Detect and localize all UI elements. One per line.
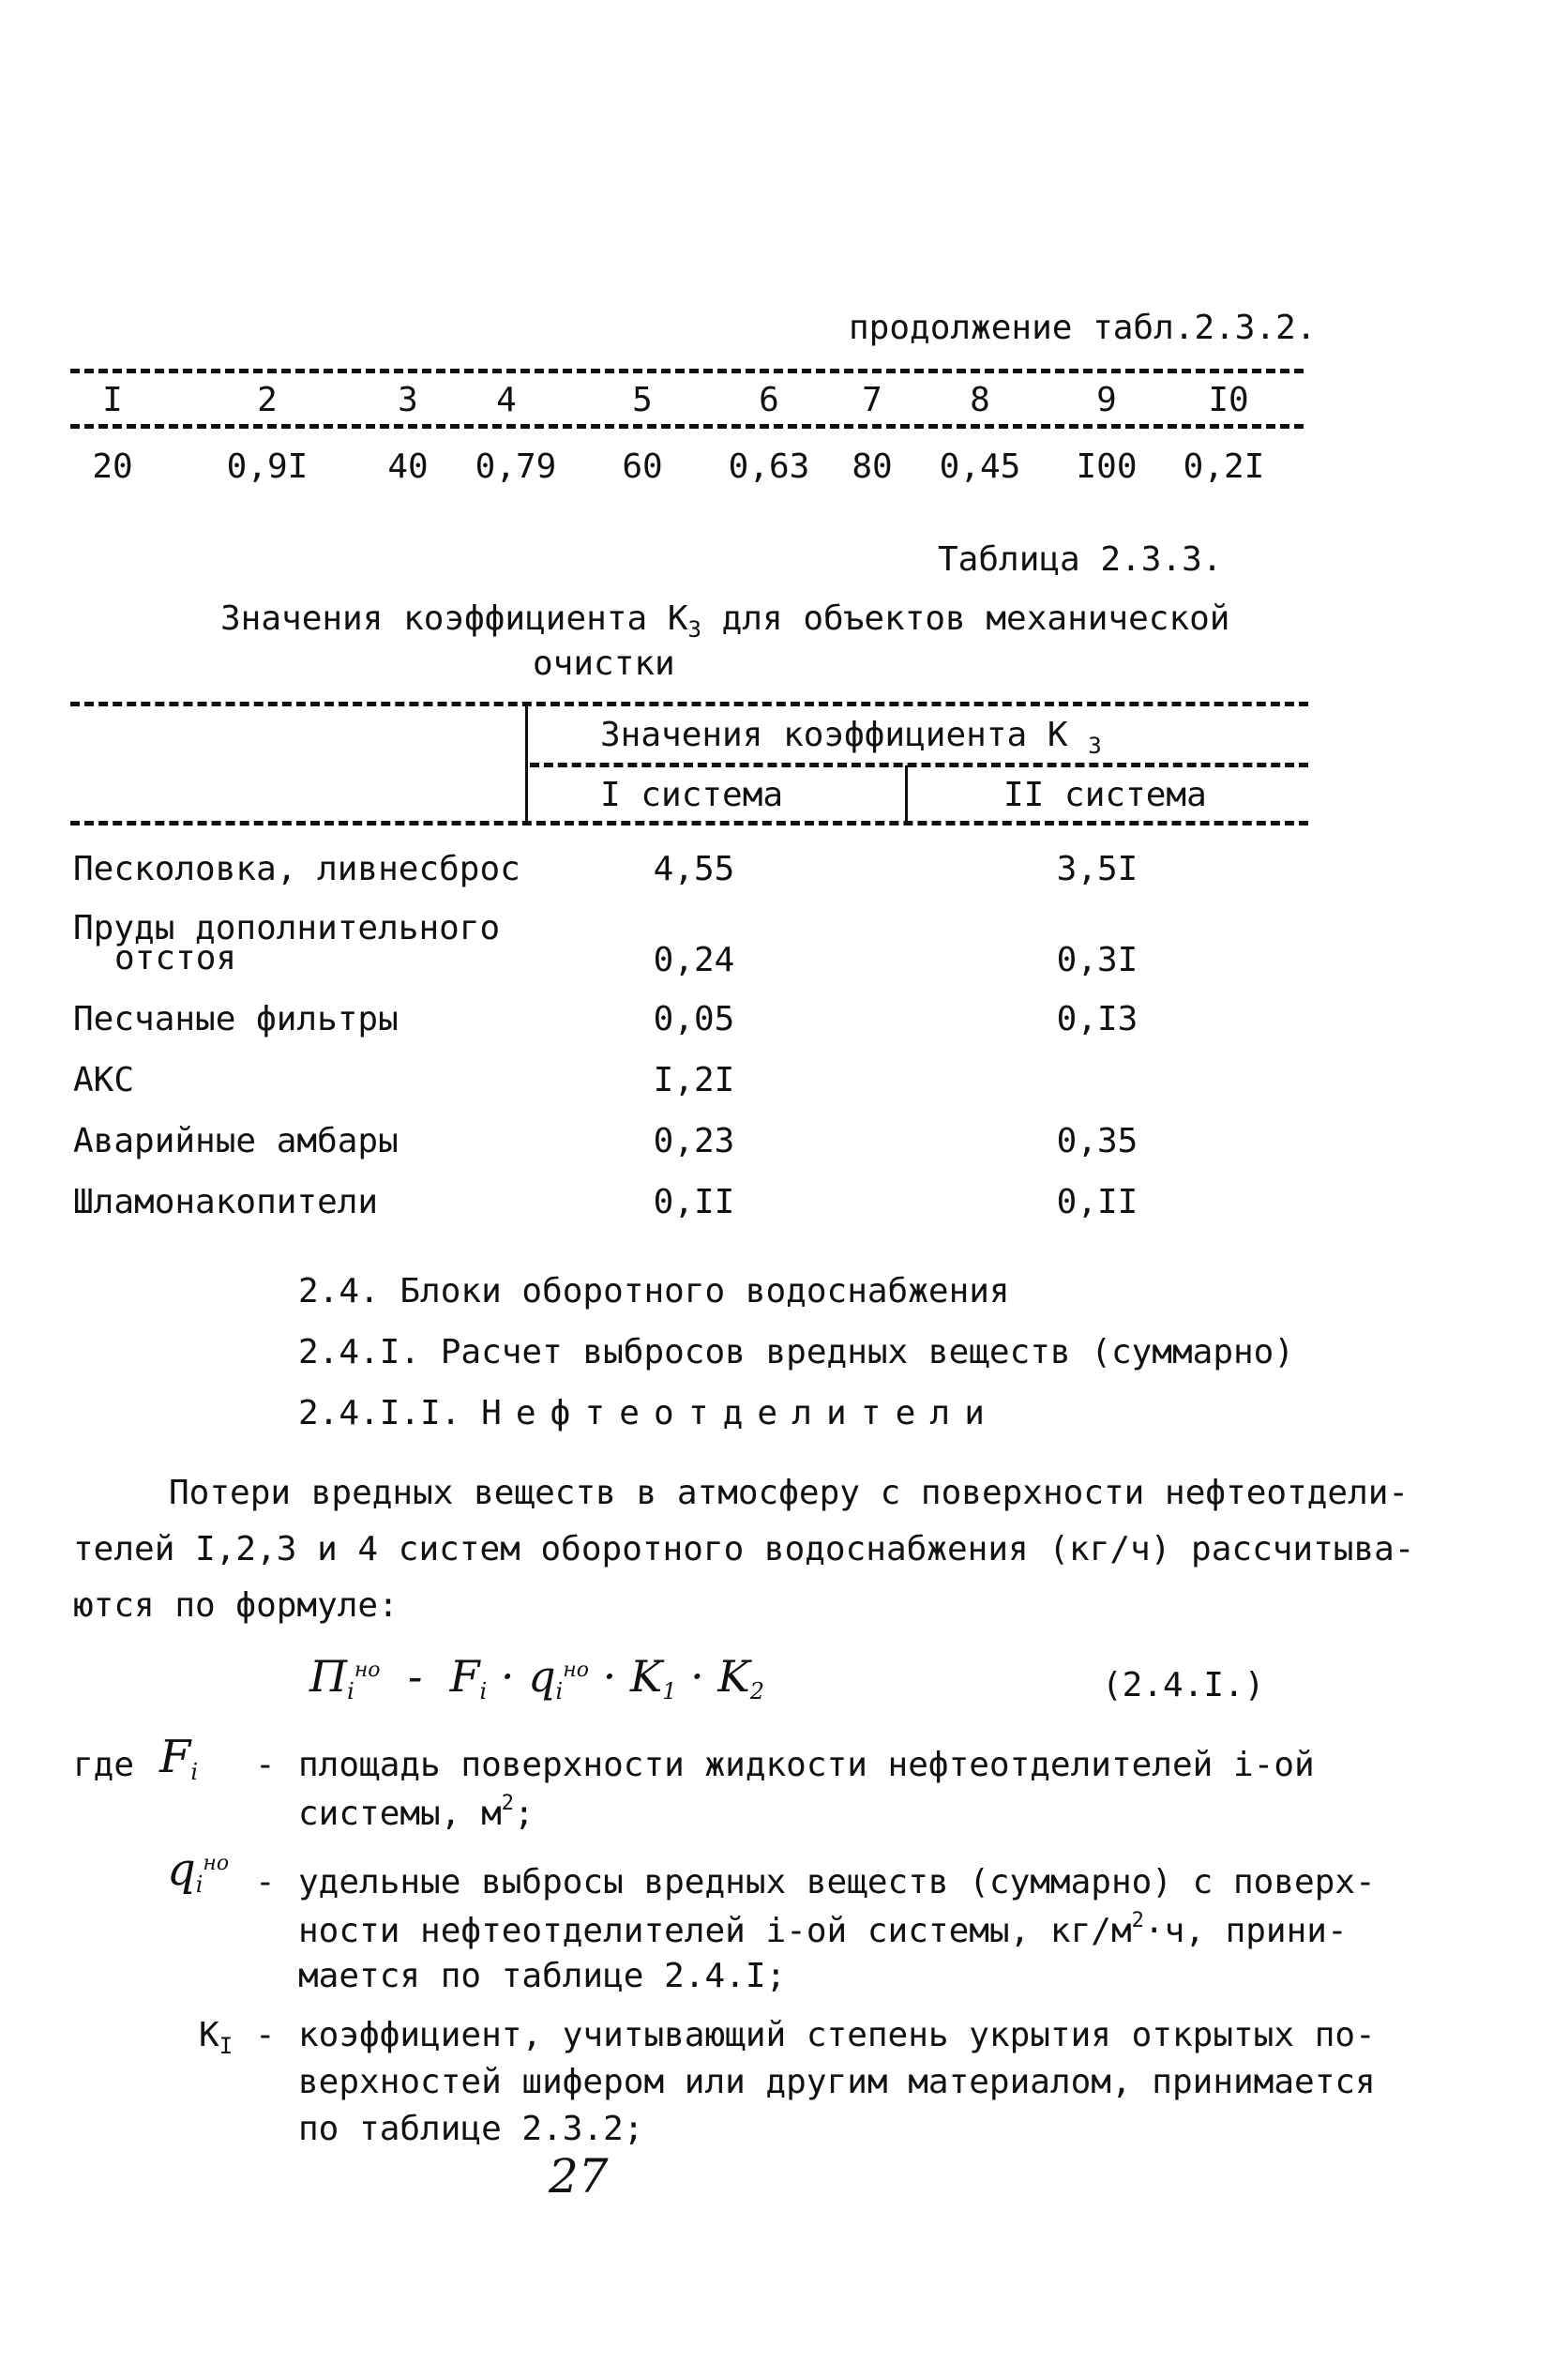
table-title-line2: очистки [533,644,675,683]
row-value-system-1: 4,55 [653,850,735,888]
table-cell: 0,63 [728,447,810,486]
formula-k1-sub: 1 [662,1678,677,1704]
table-cell: 0,9I [226,447,309,486]
col-header-7: 7 [862,381,882,419]
column-header-system-2: II система [1003,776,1207,814]
def-dash: - [255,1863,276,1901]
table-rule-header [70,424,1304,429]
def-text: по таблице 2.3.2; [298,2110,644,2148]
paragraph-line: ются по формуле: [73,1586,399,1625]
table-cell: 0,2I [1183,447,1265,486]
table-title-rest: для объектов механической [701,599,1230,638]
col-header-10: I0 [1208,381,1249,419]
row-value-system-1: 0,05 [653,1000,735,1038]
def-q-letter: q [167,1843,196,1896]
where-label: где [73,1746,135,1784]
formula-k2-sub: 2 [749,1678,765,1704]
column-header-system-1: I система [600,776,784,814]
col-header-5: 5 [632,381,653,419]
def-text: коэффициент, учитывающий степень укрытия открытых по- [298,2016,1376,2054]
def-text: верхностей шифером или другим материалом, принимается [298,2063,1376,2101]
heading-title: Нефтеотделители [481,1394,999,1432]
formula-dot: · [602,1651,617,1702]
table-cell: 0,79 [475,447,557,486]
row-name: Шламонакопители [73,1183,379,1221]
def-text-part: ; [514,1795,535,1833]
row-name: Пруды дополнительного [73,909,501,947]
group-header [600,715,1102,760]
paragraph-line: Потери вредных веществ в атмосферу с поверхности нефтеотдели- [169,1474,1410,1512]
def-text-part: системы, м [298,1795,502,1833]
formula-f: F [449,1651,480,1702]
formula-f-sub: i [479,1678,488,1704]
row-name-cont: отстоя [114,939,237,977]
table-divider [905,765,908,822]
def-dash: - [255,2016,276,2054]
continuation-caption: продолжение табл.2.3.2. [849,309,1317,347]
subsection-heading: 2.4.I. Расчет выбросов вредных веществ (суммарно) [298,1333,1295,1371]
def-symbol-f [159,1731,198,1786]
table-title-text: Значения коэффициента К [220,599,688,638]
col-header-4: 4 [496,381,517,419]
formula-q: q [528,1651,556,1702]
row-value-system-1: 0,II [653,1183,735,1221]
def-text: мается по таблице 2.4.I; [298,1957,787,1995]
group-header-sub: 3 [1088,733,1102,759]
row-value-system-2: 0,II [1056,1183,1138,1221]
row-value-system-2: 3,5I [1056,850,1138,888]
def-f-letter: F [159,1731,191,1783]
col-header-1: I [102,381,123,419]
table-cell: 20 [92,447,133,486]
def-text [298,1792,535,1834]
table-rule-top [70,702,1308,706]
table-cell: 60 [622,447,663,486]
def-text-part: ·ч, прини- [1143,1912,1348,1950]
table-title-sub: 3 [687,616,701,643]
table-divider [525,705,528,823]
col-header-9: 9 [1096,381,1117,419]
section-heading: 2.4. Блоки оборотного водоснабжения [298,1272,1010,1310]
formula-dot: · [690,1651,704,1702]
col-header-6: 6 [759,381,779,419]
formula [309,1651,764,1705]
formula-dot: · [500,1651,515,1702]
paragraph-line: телей I,2,3 и 4 систем оборотного водоснабжения (кг/ч) рассчитыва- [73,1530,1415,1568]
table-rule-header [70,821,1308,826]
row-name: Песколовка, ливнесброс [73,850,520,888]
formula-eq: - [407,1651,423,1702]
row-value-system-2: 0,I3 [1056,1000,1138,1038]
formula-q-sub: i [555,1678,564,1704]
def-text: удельные выбросы вредных веществ (суммарно) с поверх- [298,1863,1376,1901]
table-title [220,598,1229,644]
table-cell: 40 [387,447,429,486]
col-header-3: 3 [398,381,418,419]
row-value-system-1: 0,24 [653,941,735,979]
def-symbol-q [167,1843,229,1899]
row-value-system-1: 0,23 [653,1122,735,1160]
def-q-sub: i [195,1871,204,1898]
table-cell: 0,45 [939,447,1021,486]
formula-q-sup: но [563,1659,589,1682]
def-text [298,1909,1348,1951]
formula-k1: K [629,1651,663,1702]
row-name: Аварийные амбары [73,1122,399,1160]
row-name: Песчаные фильтры [73,1000,399,1038]
row-name: АКС [73,1061,135,1099]
formula-lhs: П [309,1651,348,1702]
formula-k2: K [717,1651,750,1702]
def-symbol-k1 [199,2015,233,2060]
row-value-system-1: I,2I [653,1061,735,1099]
group-header-text: Значения коэффициента К [600,716,1068,754]
col-header-8: 8 [970,381,990,419]
table-rule-top [70,369,1304,373]
table-rule-sub [530,763,1308,767]
def-dash: - [255,1746,276,1784]
def-k-sub: I [219,2033,234,2059]
page-number: 27 [549,2149,609,2204]
col-header-2: 2 [257,381,278,419]
def-q-sup: но [203,1852,230,1875]
formula-lhs-sup: но [354,1659,381,1682]
formula-lhs-sub: i [347,1678,354,1704]
def-text: площадь поверхности жидкости нефтеотделителей i-ой [298,1746,1315,1784]
def-sup: 2 [501,1792,514,1815]
subsubsection-heading [298,1393,999,1433]
def-text-part: ности нефтеотделителей i-ой системы, кг/м [298,1912,1132,1950]
def-sup: 2 [1131,1909,1144,1932]
heading-number: 2.4.I.I. [298,1394,461,1432]
def-k-letter: К [199,2016,219,2054]
table-cell: I00 [1076,447,1138,486]
formula-number: (2.4.I.) [1102,1666,1265,1704]
table-cell: 80 [852,447,893,486]
row-value-system-2: 0,3I [1056,941,1138,979]
row-value-system-2: 0,35 [1056,1122,1138,1160]
table-label: Таблица 2.3.3. [938,540,1223,579]
def-f-sub: i [190,1759,198,1785]
